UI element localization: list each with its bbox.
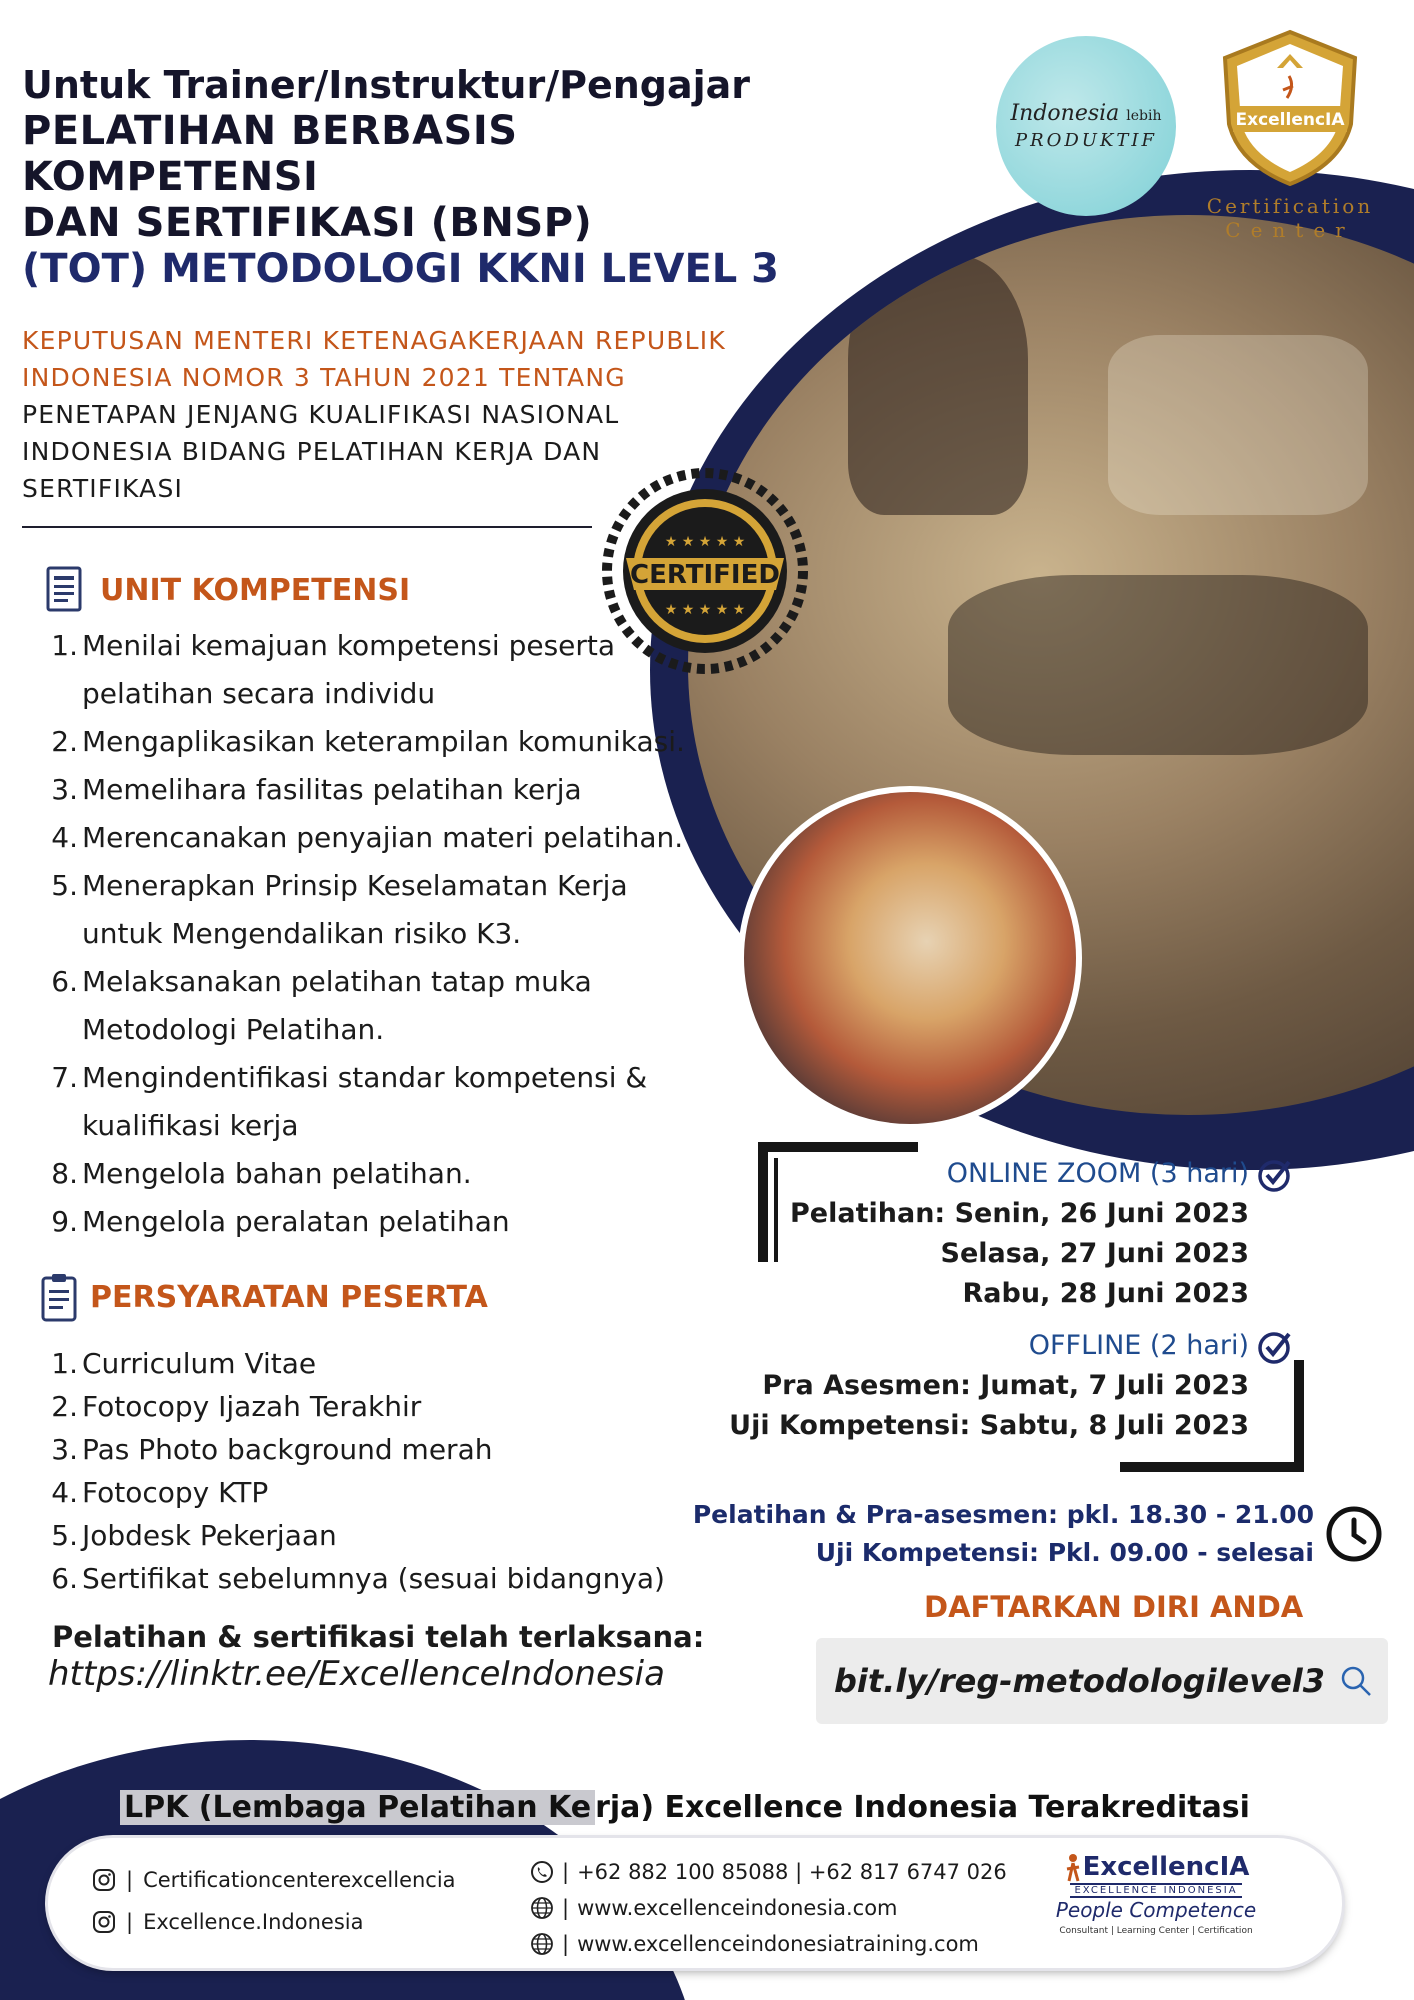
corner-bracket — [1120, 1462, 1304, 1472]
section-title: UNIT KOMPETENSI — [100, 572, 411, 608]
divider — [22, 526, 592, 528]
session-times: Pelatihan & Pra-asesmen: pkl. 18.30 - 21.00 Uji Kompetensi: Pkl. 09.00 - selesai — [692, 1500, 1314, 1567]
list-item: kualifikasi kerja — [82, 1109, 299, 1142]
persyaratan-heading — [40, 1272, 488, 1322]
svg-text:★ ★ ★ ★ ★: ★ ★ ★ ★ ★ — [664, 534, 746, 550]
phone-contact[interactable]: | +62 882 100 85088 | +62 817 6747 026 — [530, 1860, 1007, 1884]
offline-schedule: OFFLINE (2 hari) Pra Asesmen: Jumat, 7 Juli 2023 Uji Kompetensi: Sabtu, 8 Juli 2023 — [729, 1326, 1293, 1446]
document-list-icon — [44, 566, 86, 614]
search-icon — [1339, 1664, 1373, 1698]
clock-icon — [1324, 1504, 1384, 1564]
globe-icon — [530, 1896, 554, 1920]
section-title: PERSYARATAN PESERTA — [90, 1279, 488, 1315]
completed-label: Pelatihan & sertifikasi telah terlaksana: — [52, 1620, 705, 1654]
list-item: 5. Menerapkan Prinsip Keselamatan Kerja — [51, 869, 628, 902]
whatsapp-icon — [530, 1860, 554, 1884]
list-item: 3. Memelihara fasilitas pelatihan kerja — [51, 773, 582, 806]
svg-text:CERTIFIED: CERTIFIED — [630, 560, 780, 590]
list-item: 3. Pas Photo background merah — [51, 1433, 493, 1466]
team-photo-circle — [738, 786, 1082, 1130]
online-schedule: ONLINE ZOOM (3 hari) Pelatihan: Senin, 26 Juni 2023 Selasa, 27 Juni 2023 Rabu, 28 Juni 2023 — [790, 1154, 1293, 1314]
persyaratan-list — [48, 1342, 728, 1600]
instagram-handle[interactable]: | Certificationcenterexcellencia — [92, 1868, 456, 1892]
list-item: 5. Jobdesk Pekerjaan — [51, 1519, 337, 1552]
indonesia-lebih-produktif-logo: Indonesia lebih PRODUKTIF — [996, 36, 1176, 216]
check-circle-icon — [1257, 1157, 1293, 1193]
unit-kompetensi-heading — [44, 566, 410, 614]
list-item: 6. Sertifikat sebelumnya (sesuai bidangnya) — [51, 1562, 665, 1595]
gold-shield-icon — [1215, 28, 1365, 188]
unit-kompetensi-list — [48, 622, 708, 1246]
list-item: 4. Fotocopy KTP — [51, 1476, 269, 1509]
register-heading: DAFTARKAN DIRI ANDA — [924, 1590, 1304, 1624]
list-item: 1. Curriculum Vitae — [51, 1347, 317, 1380]
globe-icon — [530, 1932, 554, 1956]
linktree-link[interactable]: https://linktr.ee/ExcellenceIndonesia — [48, 1654, 665, 1694]
website-link[interactable]: | www.excellenceindonesiatraining.com — [530, 1932, 979, 1956]
instagram-icon — [92, 1910, 116, 1934]
person-figure-icon — [1063, 1853, 1083, 1883]
page-title: Untuk Trainer/Instruktur/Pengajar PELATIHAN BERBASIS KOMPETENSI DAN SERTIFIKASI (BNSP) (TOT) METODOLOGI KKNI LEVEL 3 — [22, 63, 780, 292]
list-item: Metodologi Pelatihan. — [82, 1013, 385, 1046]
list-item: 4. Merencanakan penyajian materi pelatihan. — [51, 821, 684, 854]
decree-text: KEPUTUSAN MENTERI KETENAGAKERJAAN REPUBLIK INDONESIA NOMOR 3 TAHUN 2021 TENTANG PENETAPAN JENJANG KUALIFIKASI NASIONAL INDONESIA BIDANG PELATIHAN KERJA DAN SERTIFIKASI — [22, 326, 726, 503]
list-item: 2. Fotocopy Ijazah Terakhir — [51, 1390, 422, 1423]
list-item: 7. Mengindentifikasi standar kompetensi & — [51, 1061, 648, 1094]
check-circle-icon — [1257, 1329, 1293, 1365]
clipboard-icon — [40, 1272, 78, 1322]
list-item: pelatihan secara individu — [82, 677, 436, 710]
excellencia-logo: ExcellencIA EXCELLENCE INDONESIA People Competence Consultant | Learning Center | Certification — [1055, 1852, 1257, 1936]
list-item: 9. Mengelola peralatan pelatihan — [51, 1205, 510, 1238]
list-item: 1. Menilai kemajuan kompetensi peserta — [51, 629, 616, 662]
certification-center-logo: ExcellencIA Certification Center — [1200, 28, 1380, 258]
website-link[interactable]: | www.excellenceindonesia.com — [530, 1896, 898, 1920]
list-item: untuk Mengendalikan risiko K3. — [82, 917, 522, 950]
instagram-icon — [92, 1868, 116, 1892]
instagram-handle[interactable]: | Excellence.Indonesia — [92, 1910, 363, 1934]
svg-text:ExcellencIA: ExcellencIA — [1235, 110, 1345, 130]
accreditation-banner: LPK (Lembaga Pelatihan Ke rja) Excellence Indonesia Terakreditasi — [120, 1784, 1250, 1830]
list-item: 8. Mengelola bahan pelatihan. — [51, 1157, 472, 1190]
registration-link-box[interactable] — [816, 1638, 1388, 1724]
list-item: 6. Melaksanakan pelatihan tatap muka — [51, 965, 592, 998]
registration-link[interactable]: bit.ly/reg-metodologilevel3 — [834, 1662, 1326, 1700]
corner-bracket-inner — [774, 1158, 788, 1262]
list-item: 2. Mengaplikasikan keterampilan komunikasi. — [51, 725, 685, 758]
svg-text:★ ★ ★ ★ ★: ★ ★ ★ ★ ★ — [664, 602, 746, 618]
